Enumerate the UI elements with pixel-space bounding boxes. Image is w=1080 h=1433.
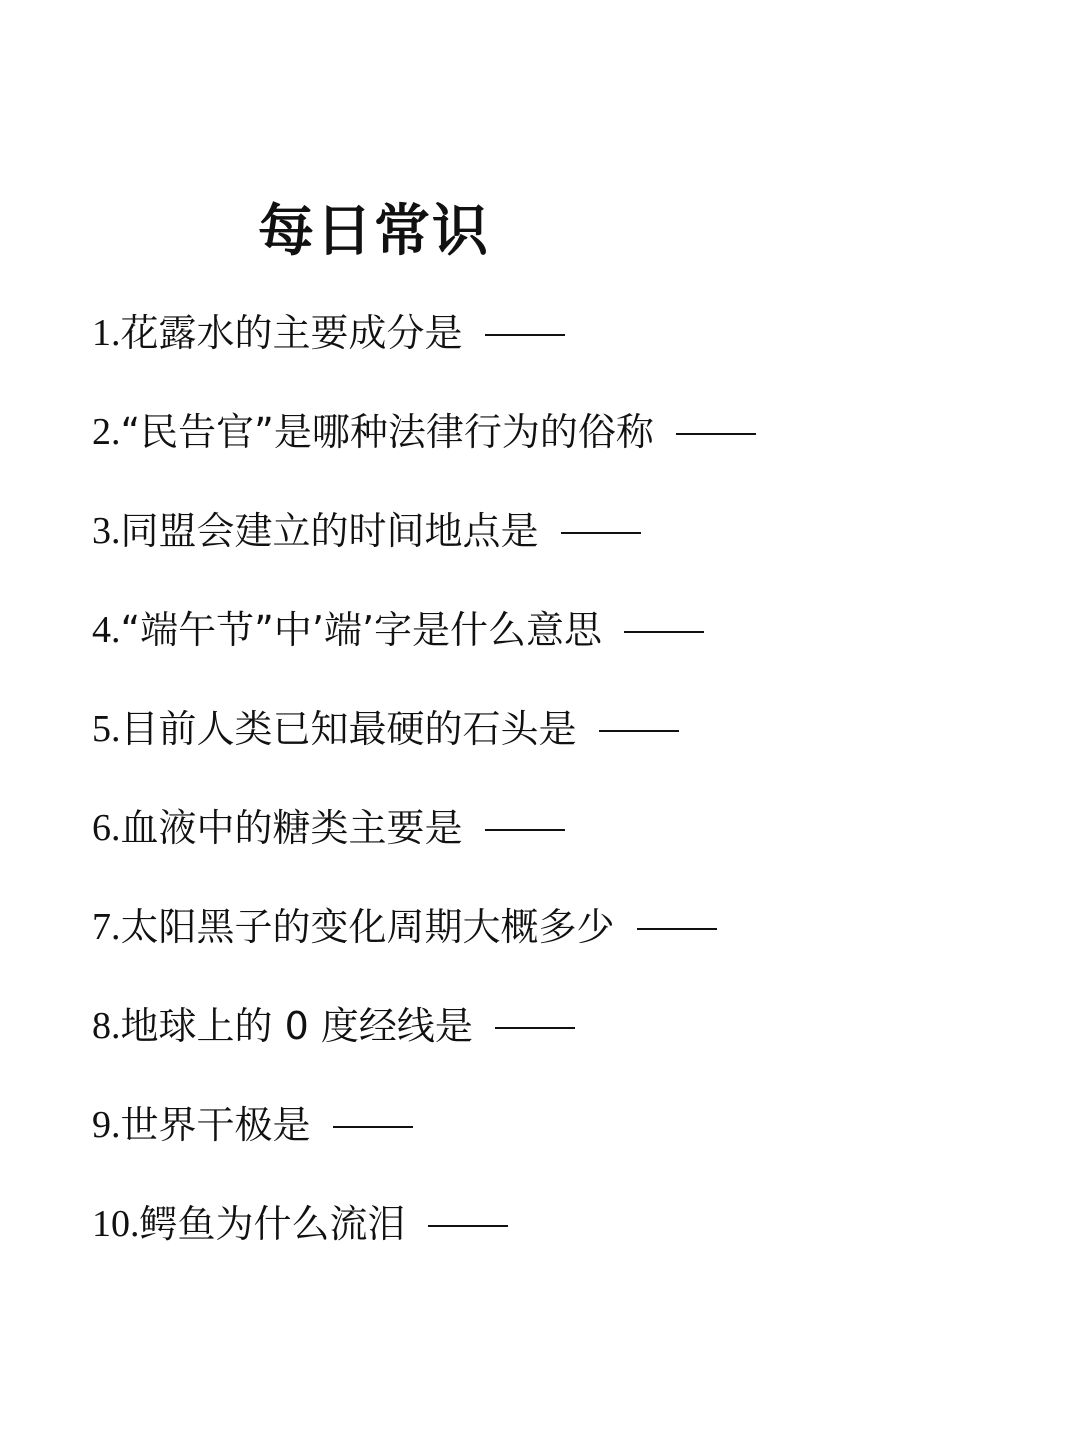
question-text: 太阳黑子的变化周期大概多少 [120,905,615,949]
answer-blank [495,1027,575,1029]
answer-blank [637,928,717,930]
question-item-1 [92,305,756,404]
question-line [92,404,756,460]
question-text: 同盟会建立的时间地点是 [120,509,539,553]
question-text: 花露水的主要成分是 [120,311,463,355]
question-item-9 [92,1097,756,1196]
answer-blank [624,631,704,633]
question-number: 8. [92,1005,121,1047]
question-number: 3. [92,510,121,552]
answer-blank [676,433,756,435]
question-number: 1. [92,312,121,354]
question-text: “端午节”中’端’字是什么意思 [120,608,603,652]
answer-blank [333,1126,413,1128]
question-item-2 [92,404,756,503]
question-item-7 [92,899,756,998]
question-item-8 [92,998,756,1097]
question-text: 鳄鱼为什么流泪 [139,1202,406,1246]
question-text: 地球上的 0 度经线是 [120,1004,473,1048]
question-number: 2. [92,411,121,453]
question-line [92,503,641,559]
question-item-5 [92,701,756,800]
answer-blank [485,829,565,831]
question-item-6 [92,800,756,899]
question-line [92,998,575,1054]
question-line [92,800,565,856]
question-item-4 [92,602,756,701]
question-line [92,1196,508,1252]
question-text: 世界干极是 [120,1103,311,1147]
question-number: 6. [92,807,121,849]
question-number: 4. [92,609,121,651]
question-text: 血液中的糖类主要是 [120,806,463,850]
question-line [92,701,679,757]
answer-blank [428,1225,508,1227]
question-number: 5. [92,708,121,750]
question-line [92,1097,413,1153]
question-text: “民告官”是哪种法律行为的俗称 [120,410,654,454]
question-line [92,602,704,658]
question-line [92,305,565,361]
question-item-10 [92,1196,756,1295]
page-title: 每日常识 [258,199,490,264]
question-list [92,305,756,1295]
question-number: 7. [92,906,121,948]
question-text: 目前人类已知最硬的石头是 [120,707,577,751]
question-line [92,899,717,955]
question-number: 9. [92,1104,121,1146]
answer-blank [485,334,565,336]
answer-blank [561,532,641,534]
question-item-3 [92,503,756,602]
answer-blank [599,730,679,732]
question-number: 10. [92,1203,140,1245]
